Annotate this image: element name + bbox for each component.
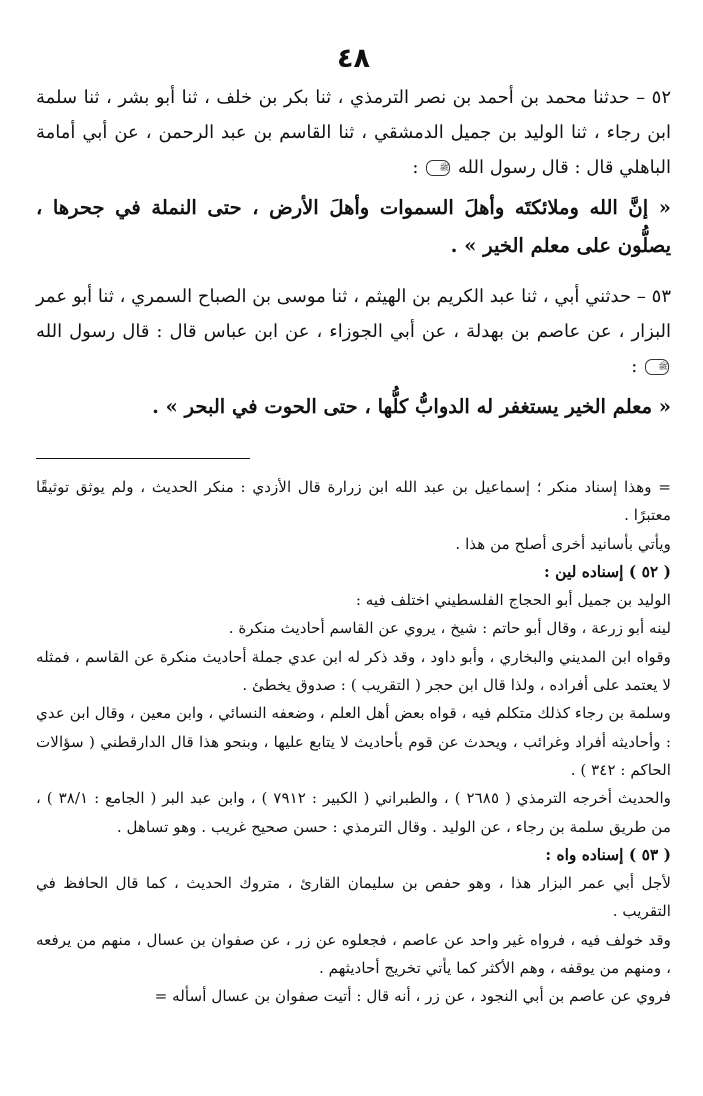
- footnote-line: فروي عن عاصم بن أبي النجود ، عن زر ، أنه قال : أتيت صفوان بن عسال أسأله =: [154, 987, 671, 1006]
- footnote-line: وقواه ابن المديني والبخاري ، وأبو داود ، وقد ذكر له ابن عدي جملة أحاديث منكرة عن القاسم ، فمثله لا يعتمد على أفراده ، ولذا قال ابن حجر ( التقريب ) : صدوق يخطئ .: [36, 647, 671, 695]
- footnote-line: والحديث أخرجه الترمذي ( ٢٦٨٥ ) ، والطبراني ( الكبير : ٧٩١٢ ) ، وابن عبد البر ( الجامع : ٣٨/١ ) ، من طريق سلمة بن رجاء ، عن الوليد . وقال الترمذي : حسن صحيح غريب . وهو تساهل .: [36, 789, 672, 836]
- main-text: [36, 80, 671, 426]
- hadith-53-chain: ٥٣ – حدثني أبي ، ثنا عبد الكريم بن الهيثم ، ثنا موسى بن الصباح السمري ، ثنا أبو عمر البزار ، عن عاصم بن بهدلة ، عن أبي الجوزاء ، عن ابن عباس قال : قال رسول الله: [36, 286, 671, 342]
- footnote-line: لينه أبو زرعة ، وقال أبو حاتم : شيخ ، يروي عن القاسم أحاديث منكرة .: [228, 619, 671, 638]
- page-number: ٤٨: [337, 43, 370, 74]
- footnote-52-heading: ( ٥٢ ) إسناده لين :: [544, 561, 671, 581]
- hadith-52-chain: ٥٢ – حدثنا محمد بن أحمد بن نصر الترمذي ، ثنا بكر بن خلف ، ثنا أبو بشر ، ثنا سلمة ابن رجاء ، ثنا الوليد بن جميل الدمشقي ، ثنا القاسم بن عبد الرحمن ، عن أبي أمامة الباهلي قال : قال رسول الله: [36, 87, 671, 178]
- footnote-line: ويأتي بأسانيد أخرى أصلح من هذا .: [455, 534, 671, 553]
- footnote-continuation: = وهذا إسناد منكر ؛ إسماعيل بن عبد الله ابن زرارة قال الأزدي : منكر الحديث ، ولم يوثق توثيقًا معتبرًا .: [36, 478, 671, 525]
- hadith-52-colon: :: [412, 157, 419, 178]
- footnote-line: وسلمة بن رجاء كذلك متكلم فيه ، قواه بعض أهل العلم ، وضعفه النسائي ، وابن معين ، وقال ابن عدي : وأحاديثه أفراد وغرائب ، ويحدث عن قوم بأحاديث لا يتابع عليها ، وبنحو هذا قال الدارقطني ( سؤالات الحاكم : ٣٤٢ ) .: [36, 704, 671, 779]
- salawat-icon: ﷺ: [426, 160, 450, 176]
- hadith-52-text: « إنَّ الله وملائكتَه وأهلَ السموات وأهلَ الأرض ، حتى النملة في جحرها ، يصلُّون على معلم الخير » .: [36, 196, 671, 257]
- salawat-icon: ﷺ: [645, 359, 669, 375]
- hadith-52-narration: [36, 80, 671, 185]
- hadith-53-narration: [36, 279, 671, 384]
- footnote-line: لأجل أبي عمر البزار هذا ، وهو حفص بن سليمان القارئ ، متروك الحديث ، كما قال الحافظ في التقريب .: [36, 874, 671, 921]
- footnote-line: الوليد بن جميل أبو الحجاج الفلسطيني اختلف فيه :: [355, 591, 671, 610]
- hadith-53-colon: :: [631, 356, 638, 377]
- footnotes: [36, 473, 671, 1011]
- footnote-53-heading: ( ٥٣ ) إسناده واه :: [545, 844, 671, 864]
- hadith-53-text: « معلم الخير يستغفر له الدوابُّ كلُّها ، حتى الحوت في البحر » .: [152, 395, 671, 418]
- footnote-divider: [36, 458, 250, 459]
- footnote-line: وقد خولف فيه ، فرواه غير واحد عن عاصم ، فجعلوه عن زر ، عن صفوان بن عسال ، منهم من يرفعه ، ومنهم من يوقفه ، وهم الأكثر كما يأتي تخريج أحاديثهم .: [36, 930, 671, 978]
- book-page: [36, 42, 671, 1011]
